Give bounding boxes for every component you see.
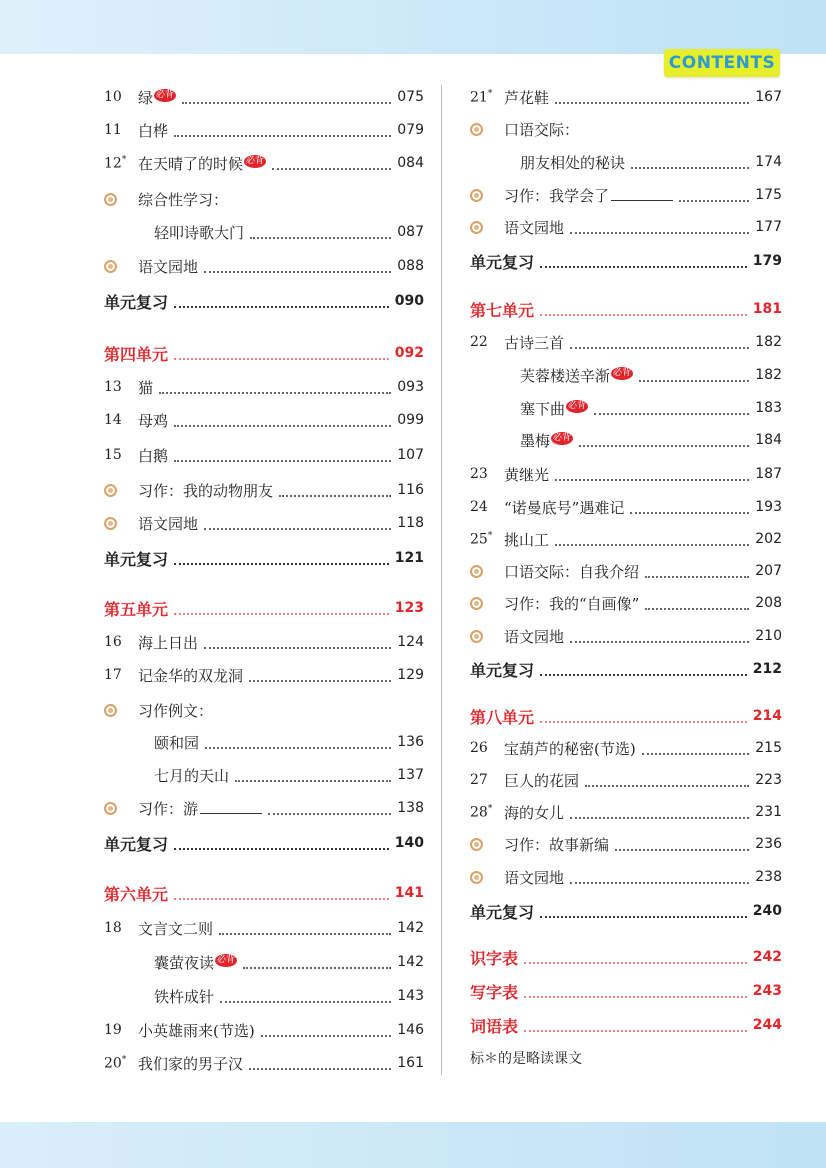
bullet-icon <box>470 838 504 851</box>
page-number: 210 <box>755 628 782 644</box>
page-number: 142 <box>397 954 424 970</box>
unit-heading[interactable] <box>104 878 424 908</box>
dot-leader <box>174 836 389 850</box>
page-number: 244 <box>752 1017 782 1033</box>
page-number: 174 <box>755 154 782 170</box>
fill-blank-line <box>611 188 673 201</box>
column-divider <box>441 85 442 1075</box>
page-number: 087 <box>397 224 424 240</box>
lesson-number: 12* <box>104 154 127 172</box>
fill-blank-line <box>200 801 262 814</box>
bottom-band <box>0 1122 826 1168</box>
must-recite-badge: 必背 <box>613 367 632 378</box>
unit-heading[interactable] <box>470 942 782 972</box>
page-number: 167 <box>755 89 782 105</box>
unit-heading[interactable] <box>104 286 424 316</box>
dot-leader <box>174 123 391 137</box>
dot-leader <box>642 741 750 755</box>
lesson-number: 16 <box>104 634 122 650</box>
toc-entry[interactable] <box>470 212 782 242</box>
entry-title: 识字表 <box>470 948 519 968</box>
page-number: 123 <box>394 600 424 616</box>
entry-title: 单元复习 <box>470 902 535 922</box>
bullet-icon <box>470 123 504 136</box>
page-number: 187 <box>755 466 782 482</box>
toc-entry[interactable] <box>104 627 424 657</box>
dot-leader <box>540 904 747 918</box>
dot-leader <box>555 532 749 546</box>
unit-heading[interactable] <box>470 701 782 731</box>
page-number: 107 <box>397 447 424 463</box>
toc-entry[interactable] <box>104 405 424 435</box>
entry-title: 塞下曲 必背 <box>520 399 587 418</box>
toc-entry[interactable] <box>104 981 424 1011</box>
entry-title: 母鸡 <box>138 411 169 430</box>
page-number: 182 <box>755 367 782 383</box>
must-recite-badge: 必背 <box>246 155 265 166</box>
lesson-number: 20* <box>104 1054 127 1072</box>
dot-leader <box>249 668 391 682</box>
footnote: 标＊的是略读课文 <box>470 1051 582 1067</box>
page-number: 136 <box>397 734 424 750</box>
dot-leader <box>524 950 747 964</box>
unit-heading[interactable] <box>470 246 782 276</box>
toc-entry[interactable] <box>470 765 782 795</box>
page-number: 129 <box>397 667 424 683</box>
page-number: 183 <box>755 400 782 416</box>
lesson-number: 11 <box>104 122 122 138</box>
entry-title: 写字表 <box>470 982 519 1002</box>
must-recite-badge: 必背 <box>156 89 175 100</box>
must-recite-badge: 必背 <box>568 400 587 411</box>
page-number: 236 <box>755 836 782 852</box>
dot-leader <box>279 483 391 497</box>
toc-entry[interactable] <box>104 184 424 214</box>
page-number: 118 <box>397 515 424 531</box>
bullet-icon <box>104 260 138 273</box>
page-number: 092 <box>394 345 424 361</box>
toc-entry[interactable] <box>470 459 782 489</box>
dot-leader <box>205 735 391 749</box>
unit-heading[interactable] <box>104 828 424 858</box>
toc-entry[interactable] <box>104 475 424 505</box>
unit-heading[interactable] <box>104 543 424 573</box>
toc-entry[interactable] <box>470 556 782 586</box>
lesson-number: 17 <box>104 667 122 683</box>
entry-title: 我们家的男子汉 <box>138 1054 244 1073</box>
entry-title: 猫 <box>138 378 154 397</box>
lesson-number: 10 <box>104 89 122 105</box>
toc-entry[interactable] <box>104 1048 424 1078</box>
page-number: 116 <box>397 482 424 498</box>
entry-title: 单元复习 <box>470 660 535 680</box>
dot-leader <box>174 294 389 308</box>
dot-leader <box>174 346 389 360</box>
page-number: 182 <box>755 334 782 350</box>
toc-entry[interactable] <box>470 82 782 112</box>
entry-title: 记金华的双龙洞 <box>138 666 244 685</box>
page-number: 090 <box>394 293 424 309</box>
toc-entry[interactable] <box>470 797 782 827</box>
dot-leader <box>174 551 389 565</box>
page-number: 223 <box>755 772 782 788</box>
toc-entry[interactable] <box>470 147 782 177</box>
bullet-icon <box>104 484 138 497</box>
unit-heading[interactable] <box>470 654 782 684</box>
page-number: 142 <box>397 920 424 936</box>
page-number: 161 <box>397 1055 424 1071</box>
page-number: 079 <box>397 122 424 138</box>
entry-title: 语文园地 <box>138 514 199 533</box>
entry-title: 在天晴了的时候 必背 <box>138 154 265 173</box>
page-number: 214 <box>752 708 782 724</box>
entry-title: 习作：游 <box>138 798 262 819</box>
entry-title: “诺曼底号”遇难记 <box>504 498 625 517</box>
top-band <box>0 0 826 54</box>
toc-entry[interactable] <box>470 588 782 618</box>
lesson-number: 27 <box>470 772 488 788</box>
dot-leader <box>250 225 391 239</box>
toc-entry[interactable] <box>470 425 782 455</box>
toc-entry[interactable] <box>104 115 424 145</box>
lesson-number: 22 <box>470 334 488 350</box>
lesson-number: 26 <box>470 740 488 756</box>
page-number: 215 <box>755 740 782 756</box>
entry-title: 口语交际：自我介绍 <box>504 562 640 581</box>
dot-leader <box>555 90 749 104</box>
page-number: 143 <box>397 988 424 1004</box>
toc-entry[interactable] <box>470 621 782 651</box>
unit-heading[interactable] <box>470 294 782 324</box>
page-number: 207 <box>755 563 782 579</box>
dot-leader <box>570 870 749 884</box>
dot-leader <box>555 467 749 481</box>
entry-title: 单元复习 <box>104 292 169 312</box>
entry-title: 巨人的花园 <box>504 771 580 790</box>
dot-leader <box>540 662 747 676</box>
dot-leader <box>570 629 749 643</box>
bullet-icon <box>470 565 504 578</box>
entry-title: 颐和园 <box>154 733 200 752</box>
unit-heading[interactable] <box>104 338 424 368</box>
entry-title: 习作：我学会了 <box>504 185 673 206</box>
dot-leader <box>249 1056 391 1070</box>
lesson-number: 21* <box>470 88 493 106</box>
toc-entry[interactable] <box>104 660 424 690</box>
entry-title: 口语交际： <box>504 120 580 139</box>
toc-entry[interactable] <box>104 1015 424 1045</box>
dot-leader <box>585 773 749 787</box>
entry-title: 第四单元 <box>104 344 169 364</box>
entry-title: 铁杵成针 <box>154 987 215 1006</box>
entry-title: 古诗三首 <box>504 333 565 352</box>
lesson-number: 18 <box>104 920 122 936</box>
entry-title: 习作：我的“自画像” <box>504 594 640 613</box>
toc-entry[interactable] <box>104 251 424 281</box>
contents-label: CONTENTS <box>664 49 780 77</box>
toc-entry[interactable] <box>470 524 782 554</box>
dot-leader <box>268 801 391 815</box>
page-number: 240 <box>752 903 782 919</box>
page-number: 124 <box>397 634 424 650</box>
star-marker: * <box>487 88 493 99</box>
toc-entry[interactable] <box>470 829 782 859</box>
star-marker: * <box>121 154 127 165</box>
entry-title: 七月的天山 <box>154 766 230 785</box>
dot-leader <box>182 90 391 104</box>
bullet-icon <box>470 630 504 643</box>
dot-leader <box>579 433 749 447</box>
star-marker: * <box>487 803 493 814</box>
page-number: 084 <box>397 155 424 171</box>
star-marker: * <box>487 530 493 541</box>
entry-title: 海上日出 <box>138 633 199 652</box>
dot-leader <box>645 596 749 610</box>
toc-entry[interactable] <box>470 114 782 144</box>
entry-title: 芙蓉楼送辛渐 必背 <box>520 366 632 385</box>
entry-title: 白鹅 <box>138 446 169 465</box>
page-number: 243 <box>752 983 782 999</box>
toc-entry[interactable] <box>104 440 424 470</box>
dot-leader <box>159 380 391 394</box>
toc-entry[interactable] <box>104 82 424 112</box>
entry-title: 宝葫芦的秘密(节选) <box>504 739 636 758</box>
entry-title: 语文园地 <box>504 627 565 646</box>
lesson-number: 13 <box>104 379 122 395</box>
toc-entry[interactable] <box>104 372 424 402</box>
page-number: 093 <box>397 379 424 395</box>
entry-title: 海的女儿 <box>504 803 565 822</box>
entry-title: 单元复习 <box>104 834 169 854</box>
page-number: 140 <box>394 835 424 851</box>
unit-heading[interactable] <box>470 1010 782 1040</box>
page-number: 181 <box>752 301 782 317</box>
toc-entry[interactable] <box>104 760 424 790</box>
dot-leader <box>204 635 391 649</box>
toc-entry[interactable] <box>470 733 782 763</box>
page-number: 208 <box>755 595 782 611</box>
dot-leader <box>570 335 749 349</box>
page-number: 238 <box>755 869 782 885</box>
toc-entry[interactable] <box>470 862 782 892</box>
toc-entry[interactable] <box>104 947 424 977</box>
dot-leader <box>174 886 389 900</box>
dot-leader <box>272 156 391 170</box>
toc-entry[interactable] <box>104 217 424 247</box>
bullet-icon <box>470 871 504 884</box>
toc-entry[interactable] <box>104 913 424 943</box>
page-number: 231 <box>755 804 782 820</box>
dot-leader <box>630 500 749 514</box>
lesson-number: 24 <box>470 499 488 515</box>
toc-entry[interactable] <box>104 508 424 538</box>
dot-leader <box>219 921 391 935</box>
page-number: 179 <box>752 253 782 269</box>
page-number: 177 <box>755 219 782 235</box>
entry-title: 第六单元 <box>104 884 169 904</box>
dot-leader <box>570 220 749 234</box>
dot-leader <box>174 448 391 462</box>
page-number: 088 <box>397 258 424 274</box>
lesson-number: 19 <box>104 1022 122 1038</box>
dot-leader <box>220 989 391 1003</box>
entry-title: 单元复习 <box>470 252 535 272</box>
lesson-number: 28* <box>470 803 493 821</box>
entry-title: 轻叩诗歌大门 <box>154 223 245 242</box>
bullet-icon <box>470 189 504 202</box>
dot-leader <box>540 254 747 268</box>
dot-leader <box>174 601 389 615</box>
page-number: 138 <box>397 800 424 816</box>
entry-title: 单元复习 <box>104 549 169 569</box>
toc-entry[interactable] <box>470 327 782 357</box>
entry-title: 文言文二则 <box>138 919 214 938</box>
unit-heading[interactable] <box>470 976 782 1006</box>
dot-leader <box>540 302 747 316</box>
entry-title: 语文园地 <box>138 257 199 276</box>
lesson-number: 15 <box>104 447 122 463</box>
entry-title: 黄继光 <box>504 465 550 484</box>
lesson-number: 23 <box>470 466 488 482</box>
toc-entry[interactable] <box>104 148 424 178</box>
dot-leader <box>204 516 391 530</box>
dot-leader <box>570 805 749 819</box>
toc-entry[interactable] <box>104 695 424 725</box>
page-number: 193 <box>755 499 782 515</box>
page-number: 075 <box>397 89 424 105</box>
page-number: 137 <box>397 767 424 783</box>
entry-title: 语文园地 <box>504 218 565 237</box>
must-recite-badge: 必背 <box>217 954 236 965</box>
entry-title: 语文园地 <box>504 868 565 887</box>
dot-leader <box>243 955 391 969</box>
entry-title: 习作：故事新编 <box>504 835 610 854</box>
entry-title: 第七单元 <box>470 300 535 320</box>
toc-entry[interactable] <box>470 180 782 210</box>
dot-leader <box>524 1018 747 1032</box>
page-number: 141 <box>394 885 424 901</box>
page-number: 121 <box>394 550 424 566</box>
dot-leader <box>235 768 391 782</box>
entry-title: 习作例文： <box>138 701 214 720</box>
bullet-icon <box>104 802 138 815</box>
entry-title: 囊萤夜读 必背 <box>154 953 236 972</box>
dot-leader <box>261 1023 392 1037</box>
page-number: 242 <box>752 949 782 965</box>
dot-leader <box>679 188 749 202</box>
entry-title: 挑山工 <box>504 530 550 549</box>
bullet-icon <box>104 704 138 717</box>
must-recite-badge: 必背 <box>553 432 572 443</box>
bullet-icon <box>470 221 504 234</box>
page-number: 202 <box>755 531 782 547</box>
unit-heading[interactable] <box>104 593 424 623</box>
entry-title: 绿 必背 <box>138 88 175 107</box>
unit-heading[interactable] <box>470 896 782 926</box>
page-number: 146 <box>397 1022 424 1038</box>
lesson-number: 14 <box>104 412 122 428</box>
page-number: 099 <box>397 412 424 428</box>
page-number: 184 <box>755 432 782 448</box>
bullet-icon <box>104 193 138 206</box>
dot-leader <box>631 155 749 169</box>
entry-title: 习作：我的动物朋友 <box>138 481 274 500</box>
dot-leader <box>639 368 749 382</box>
star-marker: * <box>121 1054 127 1065</box>
page-number: 175 <box>755 187 782 203</box>
entry-title: 墨梅 必背 <box>520 431 572 450</box>
entry-title: 小英雄雨来(节选) <box>138 1021 255 1040</box>
toc-entry[interactable] <box>470 393 782 423</box>
dot-leader <box>174 413 391 427</box>
dot-leader <box>645 564 749 578</box>
entry-title: 第五单元 <box>104 599 169 619</box>
entry-title: 第八单元 <box>470 707 535 727</box>
dot-leader <box>540 709 747 723</box>
dot-leader <box>204 259 391 273</box>
dot-leader <box>594 401 749 415</box>
dot-leader <box>524 984 747 998</box>
lesson-number: 25* <box>470 530 493 548</box>
toc-entry[interactable] <box>104 793 424 823</box>
toc-entry[interactable] <box>470 492 782 522</box>
bullet-icon <box>470 597 504 610</box>
entry-title: 白桦 <box>138 121 169 140</box>
toc-entry[interactable] <box>104 727 424 757</box>
entry-title: 综合性学习： <box>138 190 229 209</box>
page-number: 212 <box>752 661 782 677</box>
entry-title: 芦花鞋 <box>504 88 550 107</box>
bullet-icon <box>104 517 138 530</box>
toc-entry[interactable] <box>470 360 782 390</box>
entry-title: 词语表 <box>470 1016 519 1036</box>
dot-leader <box>615 837 749 851</box>
entry-title: 朋友相处的秘诀 <box>520 153 626 172</box>
